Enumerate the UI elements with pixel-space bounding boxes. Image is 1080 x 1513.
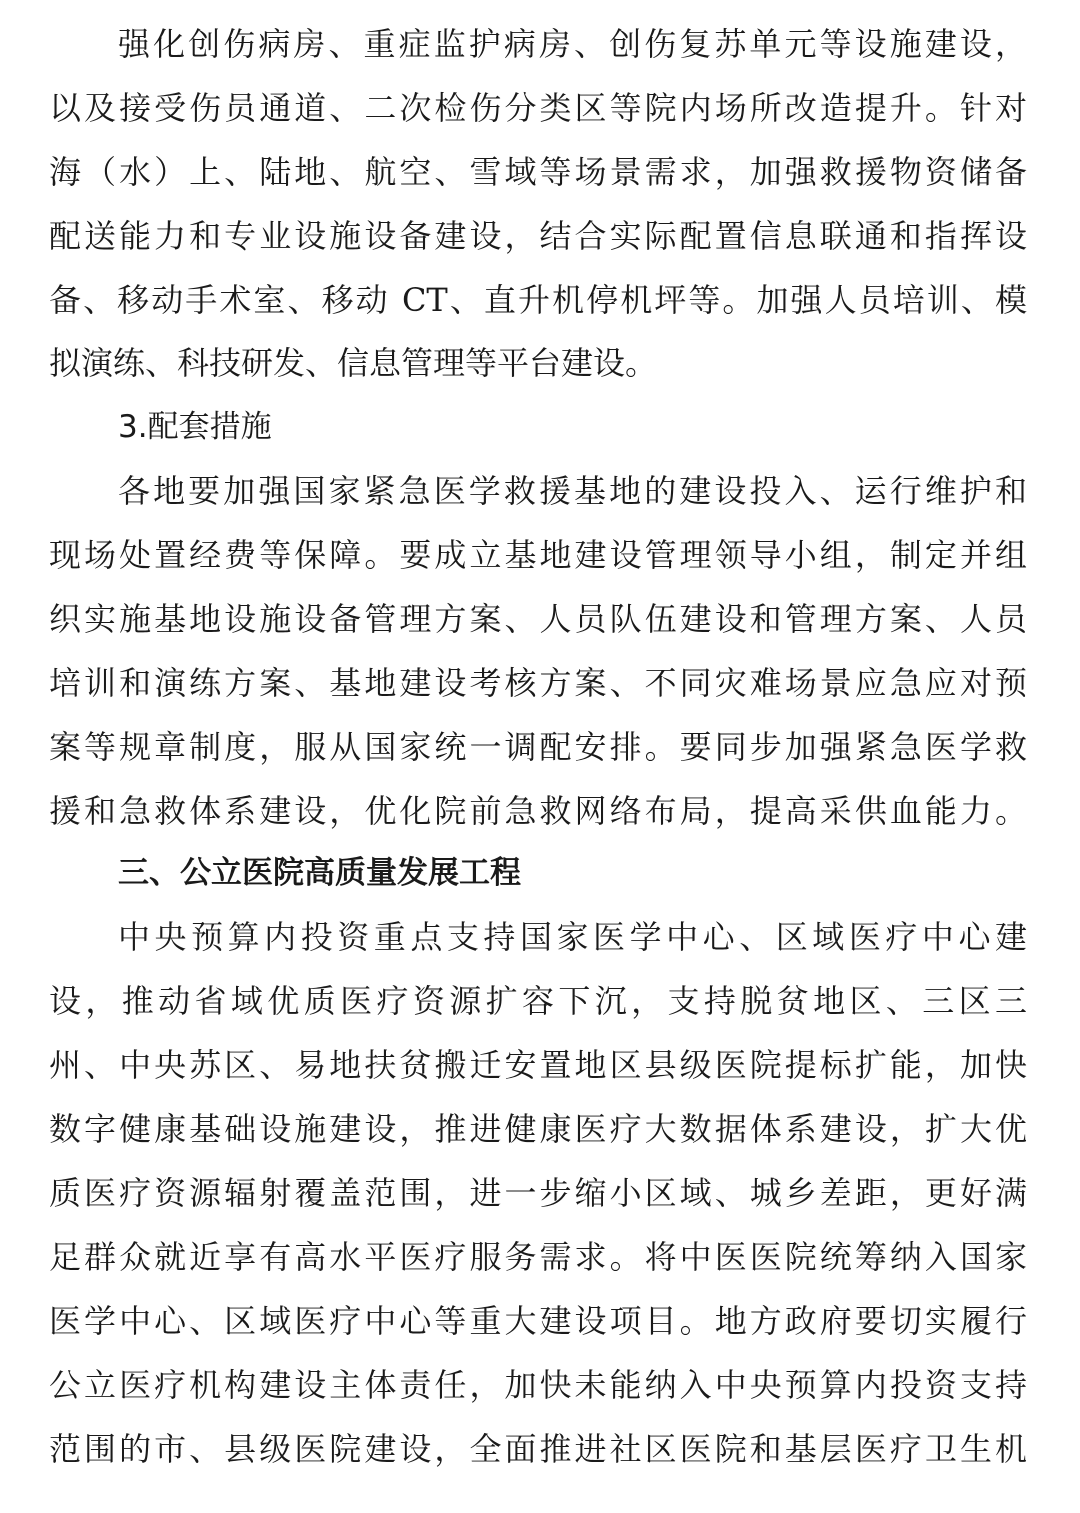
paragraph-1-line: 强化创伤病房、重症监护病房、创伤复苏单元等设施建设，: [118, 25, 1027, 63]
paragraph-3-line: 公立医疗机构建设主体责任，加快未能纳入中央预算内投资支持: [49, 1366, 1027, 1404]
paragraph-2-line: 现场处置经费等保障。要成立基地建设管理领导小组，制定并组: [49, 536, 1027, 574]
paragraph-3-line: 医学中心、区域医疗中心等重大建设项目。地方政府要切实履行: [49, 1302, 1027, 1340]
paragraph-3-line: 范围的市、县级医院建设，全面推进社区医院和基层医疗卫生机: [49, 1430, 1027, 1468]
paragraph-1-line: 配送能力和专业设施设备建设，结合实际配置信息联通和指挥设: [49, 217, 1027, 255]
paragraph-3-line: 中央预算内投资重点支持国家医学中心、区域医疗中心建: [118, 918, 1027, 956]
paragraph-3-line: 足群众就近享有高水平医疗服务需求。将中医医院统筹纳入国家: [49, 1238, 1027, 1276]
paragraph-3-line: 质医疗资源辐射覆盖范围，进一步缩小区域、城乡差距，更好满: [49, 1174, 1027, 1212]
paragraph-2-line: 织实施基地设施设备管理方案、人员队伍建设和管理方案、人员: [49, 600, 1027, 638]
sub-heading: 3.配套措施: [118, 409, 272, 445]
paragraph-1-line: 备、移动手术室、移动 CT、直升机停机坪等。加强人员培训、模: [49, 281, 1027, 319]
paragraph-2-line: 案等规章制度，服从国家统一调配安排。要同步加强紧急医学救: [49, 728, 1027, 766]
paragraph-2-line: 各地要加强国家紧急医学救援基地的建设投入、运行维护和: [118, 472, 1027, 510]
paragraph-2-line: 培训和演练方案、基地建设考核方案、不同灾难场景应急应对预: [49, 664, 1027, 702]
paragraph-3-line: 设，推动省域优质医疗资源扩容下沉，支持脱贫地区、三区三: [49, 982, 1027, 1020]
paragraph-1-line: 以及接受伤员通道、二次检伤分类区等院内场所改造提升。针对: [49, 89, 1027, 127]
paragraph-3-line: 州、中央苏区、易地扶贫搬迁安置地区县级医院提标扩能，加快: [49, 1046, 1027, 1084]
paragraph-1-line: 拟演练、科技研发、信息管理等平台建设。: [49, 344, 658, 382]
paragraph-3-line: 数字健康基础设施建设，推进健康医疗大数据体系建设，扩大优: [49, 1110, 1027, 1148]
paragraph-2-line: 援和急救体系建设，优化院前急救网络布局，提高采供血能力。: [49, 792, 1027, 830]
section-heading: 三、公立医院高质量发展工程: [118, 855, 521, 891]
paragraph-1-line: 海（水）上、陆地、航空、雪域等场景需求，加强救援物资储备: [49, 153, 1027, 191]
